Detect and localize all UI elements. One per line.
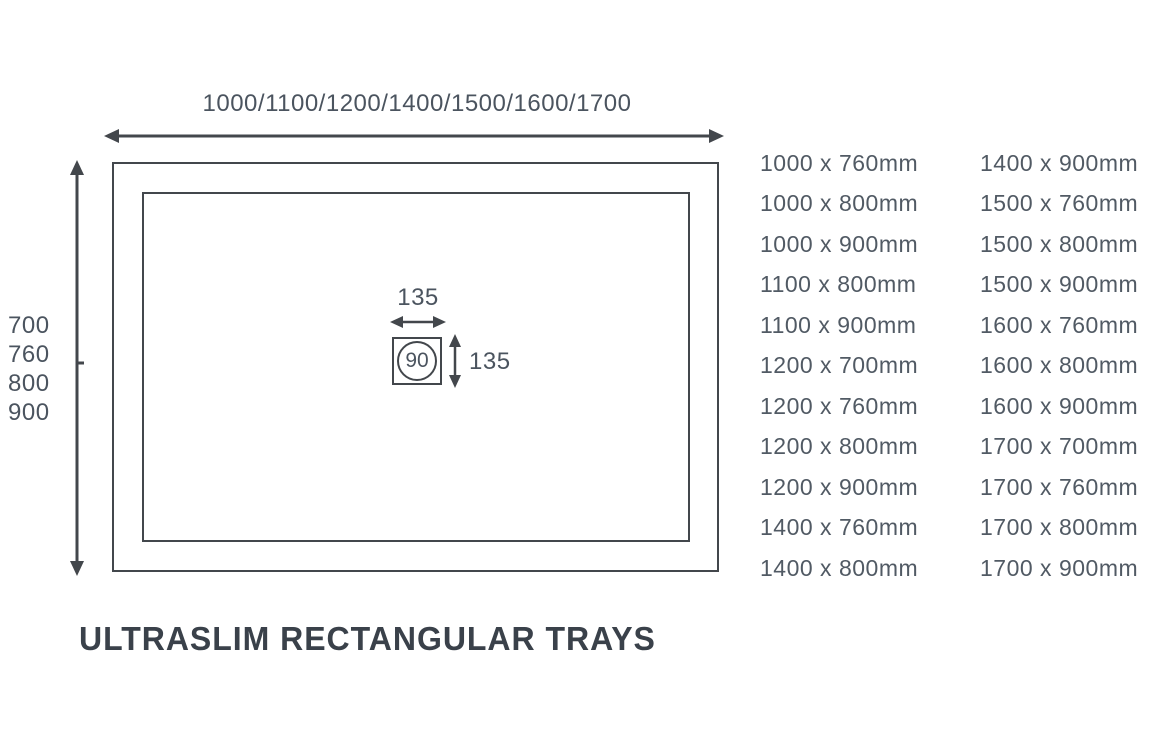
height-option-760: 760: [8, 341, 50, 368]
size-item: 1500 x 760mm: [980, 190, 1139, 217]
drain-waste-size: 90: [405, 349, 429, 372]
size-item: 1500 x 900mm: [980, 271, 1139, 298]
width-dimension-arrow-icon: [102, 126, 726, 146]
tray-width-options-label: 1000/1100/1200/1400/1500/1600/1700: [202, 90, 632, 117]
tray-height-options-label: [8, 311, 50, 427]
size-item: 1700 x 700mm: [980, 433, 1139, 460]
size-list-column-2: [980, 143, 1138, 589]
size-item: 1200 x 700mm: [760, 352, 919, 379]
size-list-column-1: [760, 143, 918, 589]
drain-width-label: 135: [397, 284, 439, 311]
size-item: 1000 x 900mm: [760, 230, 919, 257]
size-item: 1200 x 760mm: [760, 392, 919, 419]
size-item: 1400 x 900mm: [980, 149, 1139, 176]
size-item: 1700 x 900mm: [980, 554, 1139, 581]
size-item: 1200 x 900mm: [760, 473, 919, 500]
height-option-800: 800: [8, 370, 50, 397]
size-item: 1600 x 900mm: [980, 392, 1139, 419]
size-item: 1100 x 800mm: [760, 271, 917, 298]
size-item: 1400 x 760mm: [760, 514, 919, 541]
drain-height-arrow-icon: [447, 332, 463, 390]
size-item: 1600 x 760mm: [980, 311, 1139, 338]
height-option-700: 700: [8, 312, 50, 339]
size-item: 1700 x 760mm: [980, 473, 1139, 500]
size-item: 1700 x 800mm: [980, 514, 1139, 541]
size-item: 1000 x 760mm: [760, 149, 919, 176]
size-item: 1400 x 800mm: [760, 554, 919, 581]
height-option-900: 900: [8, 399, 50, 426]
size-item: 1600 x 800mm: [980, 352, 1139, 379]
drain-height-label: 135: [469, 348, 511, 375]
drain-width-arrow-icon: [388, 314, 448, 330]
drain-waste-circle: [397, 341, 437, 381]
drain-square: [392, 337, 442, 385]
height-dimension-arrow-icon: [67, 158, 87, 578]
page-title: ULTRASLIM RECTANGULAR TRAYS: [79, 620, 656, 657]
size-item: 1500 x 800mm: [980, 230, 1139, 257]
size-item: 1100 x 900mm: [760, 311, 917, 338]
size-item: 1000 x 800mm: [760, 190, 919, 217]
size-item: 1200 x 800mm: [760, 433, 919, 460]
